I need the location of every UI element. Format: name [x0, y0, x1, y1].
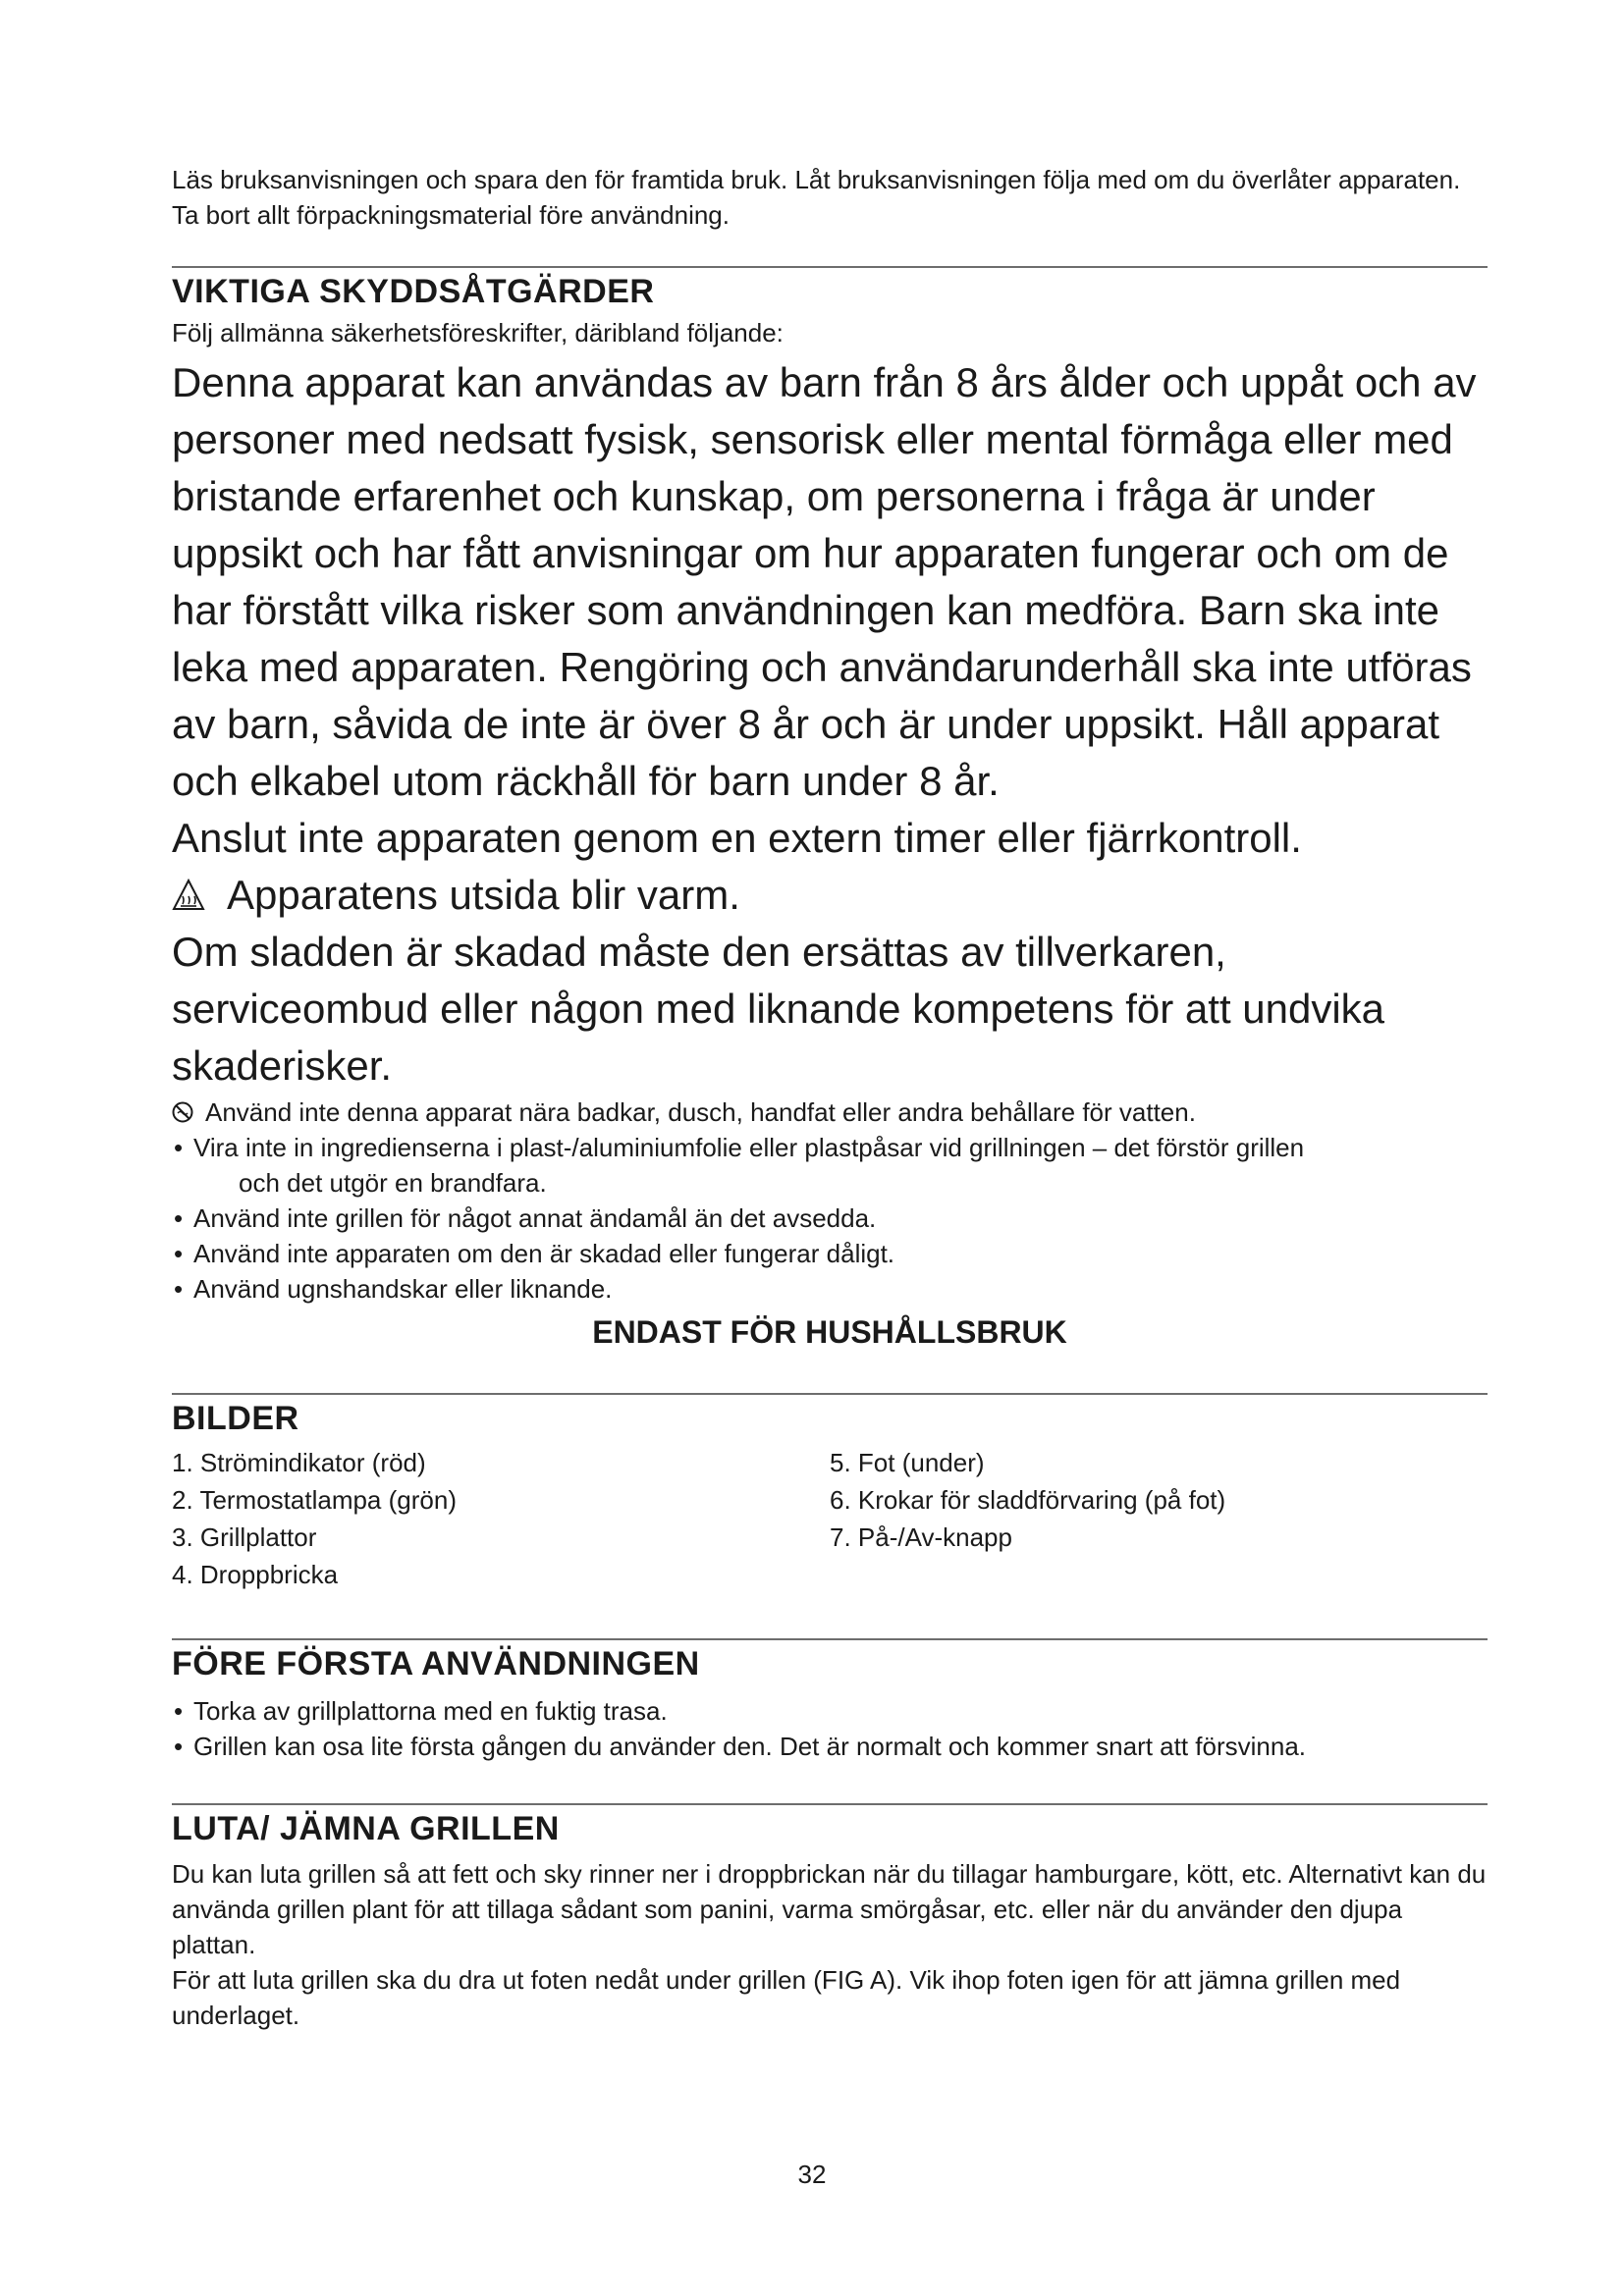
- bullet-dot: •: [174, 1274, 184, 1304]
- list-item: 2. Termostatlampa (grön): [172, 1485, 457, 1515]
- list-item-text: Vira inte in ingredienserna i plast-/aluminiumfolie eller plastpåsar vid grillningen – det förstör grillen: [193, 1133, 1305, 1162]
- timer-warning: Anslut inte apparaten genom en extern timer eller fjärrkontroll.: [172, 815, 1302, 861]
- section-divider: [172, 1803, 1488, 1805]
- list-item: 1. Strömindikator (röd): [172, 1448, 426, 1477]
- bullet-dot: •: [174, 1133, 184, 1162]
- list-item: [172, 1729, 1488, 1764]
- parts-list: [172, 1444, 1488, 1593]
- section-divider: [172, 1393, 1488, 1395]
- safety-subtitle: Följ allmänna säkerhetsföreskrifter, däribland följande:: [172, 318, 784, 347]
- list-item: 3. Grillplattor: [172, 1522, 317, 1552]
- images-title: BILDER: [172, 1400, 299, 1437]
- list-item: [172, 1693, 1488, 1729]
- manual-page: [172, 162, 1488, 2033]
- cord-warning: Om sladden är skadad måste den ersättas av tillverkaren, serviceombud eller någon med liknande kompetens för att undvika skaderisker.: [172, 929, 1385, 1089]
- water-warning-text: Använd inte denna apparat nära badkar, dusch, handfat eller andra behållare för vatten.: [205, 1097, 1196, 1127]
- no-water-icon: [172, 1101, 193, 1123]
- water-warning: [172, 1095, 1488, 1130]
- tilt-title: LUTA/ JÄMNA GRILLEN: [172, 1810, 560, 1847]
- bullet-dot: •: [174, 1203, 184, 1233]
- parts-list-right: [830, 1444, 1488, 1593]
- parts-list-left: [172, 1444, 830, 1593]
- list-item: 7. På-/Av-knapp: [830, 1522, 1012, 1552]
- list-item: 5. Fot (under): [830, 1448, 985, 1477]
- safety-bullets: [172, 1130, 1488, 1307]
- list-item: [172, 1271, 1488, 1307]
- tilt-paragraph-1: Du kan luta grillen så att fett och sky rinner ner i droppbrickan när du tillagar hamburgare, kött, etc. Alternativt kan du använda grillen plant för att tillaga sådant som panini, varma smörgåsar, etc. eller när du använder den djupa plattan.: [172, 1859, 1487, 1959]
- hot-surface-text: Apparatens utsida blir varm.: [227, 872, 740, 918]
- first-use-bullets: [172, 1693, 1488, 1764]
- children-warning: Denna apparat kan användas av barn från 8 års ålder och uppåt och av personer med nedsatt fysisk, sensorisk eller mental förmåga eller med bristande erfarenhet och kunskap, om personerna i fråga är under uppsikt och har fått anvisningar om hur apparaten fungerar och om de har förstått vilka risker som användningen kan medföra. Barn ska inte leka med apparaten. Rengöring och användarunderhåll ska inte utföras av barn, såvida de inte är över 8 år och är under uppsikt. Håll apparat och elkabel utom räckhåll för barn under 8 år.: [172, 359, 1477, 804]
- bullet-dot: •: [174, 1732, 184, 1761]
- bullet-dot: •: [174, 1696, 184, 1726]
- list-item-text: Grillen kan osa lite första gången du använder den. Det är normalt och kommer snart att försvinna.: [193, 1732, 1307, 1761]
- list-item-continuation: och det utgör en brandfara.: [239, 1168, 547, 1198]
- safety-title: VIKTIGA SKYDDSÅTGÄRDER: [172, 273, 655, 310]
- list-item-text: Använd inte grillen för något annat ändamål än det avsedda.: [193, 1203, 877, 1233]
- intro-text: Läs bruksanvisningen och spara den för framtida bruk. Låt bruksanvisningen följa med om du överlåter apparaten. Ta bort allt förpackningsmaterial före användning.: [172, 165, 1461, 230]
- section-divider: [172, 266, 1488, 268]
- page-number: 32: [797, 2160, 827, 2189]
- list-item-text: Använd ugnshandskar eller liknande.: [193, 1274, 613, 1304]
- list-item-text: Torka av grillplattorna med en fuktig trasa.: [193, 1696, 668, 1726]
- hot-surface-warning: [172, 867, 1488, 924]
- hot-surface-icon: [172, 879, 205, 912]
- list-item: [172, 1201, 1488, 1236]
- section-divider: [172, 1638, 1488, 1640]
- first-use-title: FÖRE FÖRSTA ANVÄNDNINGEN: [172, 1645, 700, 1682]
- list-item: [172, 1236, 1488, 1271]
- list-item: 6. Krokar för sladdförvaring (på fot): [830, 1485, 1226, 1515]
- list-item-text: Använd inte apparaten om den är skadad eller fungerar dåligt.: [193, 1239, 895, 1268]
- tilt-paragraph-2: För att luta grillen ska du dra ut foten nedåt under grillen (FIG A). Vik ihop foten igen för att jämna grillen med underlaget.: [172, 1965, 1401, 2030]
- list-item: 4. Droppbricka: [172, 1560, 339, 1589]
- bullet-dot: •: [174, 1239, 184, 1268]
- household-only: ENDAST FÖR HUSHÅLLSBRUK: [592, 1314, 1067, 1350]
- list-item: [172, 1130, 1488, 1201]
